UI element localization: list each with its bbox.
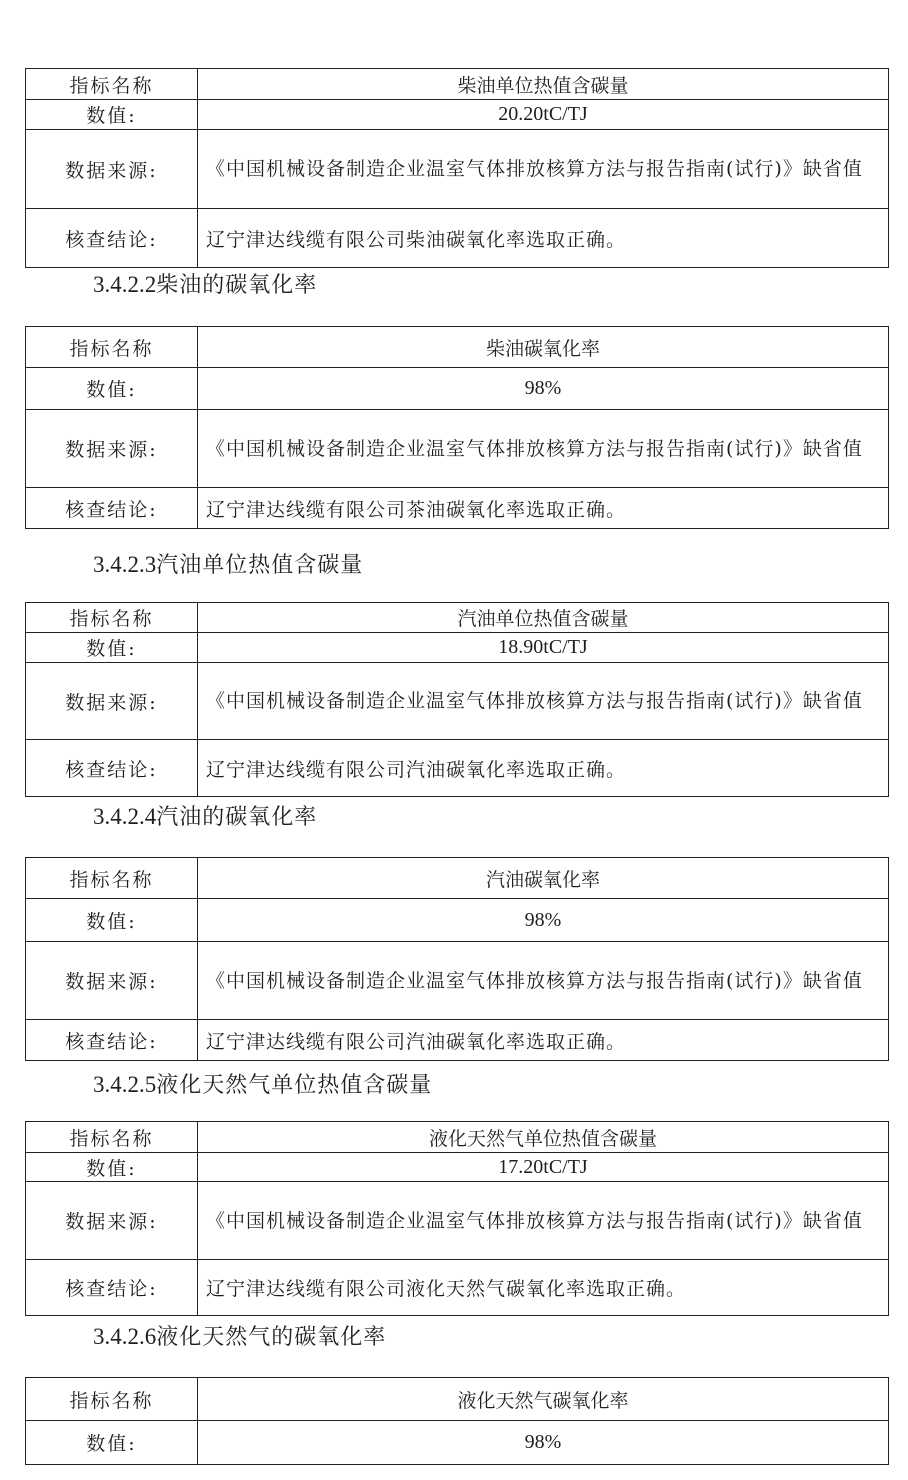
indicator-name-label: 指标名称 [26, 858, 198, 899]
section-title: 液化天然气单位热值含碳量 [156, 1073, 433, 1098]
source-cell: 《中国机械设备制造企业温室气体排放核算方法与报告指南(试行)》缺省值 [198, 410, 889, 488]
conclusion-cell: 辽宁津达线缆有限公司汽油碳氧化率选取正确。 [198, 1020, 889, 1061]
value-cell: 20.20tC/TJ [198, 100, 889, 130]
section-heading-3-4-2-5 [93, 1068, 432, 1099]
source-cell: 《中国机械设备制造企业温室气体排放核算方法与报告指南(试行)》缺省值 [198, 942, 889, 1020]
source-cell: 《中国机械设备制造企业温室气体排放核算方法与报告指南(试行)》缺省值 [198, 663, 889, 740]
conclusion-cell: 辽宁津达线缆有限公司汽油碳氧化率选取正确。 [198, 740, 889, 797]
value-label: 数值: [26, 368, 198, 410]
value-cell: 98% [198, 368, 889, 410]
conclusion-label: 核查结论: [26, 1020, 198, 1061]
value-cell: 17.20tC/TJ [198, 1153, 889, 1182]
source-cell: 《中国机械设备制造企业温室气体排放核算方法与报告指南(试行)》缺省值 [198, 130, 889, 209]
value-label: 数值: [26, 1153, 198, 1182]
indicator-name-value: 液化天然气碳氧化率 [198, 1378, 889, 1421]
source-label: 数据来源: [26, 410, 198, 488]
conclusion-label: 核查结论: [26, 209, 198, 268]
section-number: 3.4.2.3 [93, 552, 157, 577]
value-cell: 98% [198, 899, 889, 942]
source-label: 数据来源: [26, 663, 198, 740]
section-number: 3.4.2.4 [93, 804, 157, 829]
section-heading-3-4-2-2 [93, 268, 317, 299]
source-label: 数据来源: [26, 1182, 198, 1260]
indicator-table-3 [25, 602, 889, 797]
indicator-table-1 [25, 68, 889, 268]
section-number: 3.4.2.5 [93, 1072, 157, 1097]
value-label: 数值: [26, 100, 198, 130]
value-label: 数值: [26, 899, 198, 942]
section-heading-3-4-2-6 [93, 1320, 386, 1351]
indicator-name-value: 柴油碳氧化率 [198, 327, 889, 368]
section-title: 汽油单位热值含碳量 [156, 553, 364, 578]
indicator-name-label: 指标名称 [26, 1122, 198, 1153]
conclusion-cell: 辽宁津达线缆有限公司柴油碳氧化率选取正确。 [198, 209, 889, 268]
indicator-table-6 [25, 1377, 889, 1465]
section-title: 液化天然气的碳氧化率 [156, 1325, 387, 1350]
indicator-name-label: 指标名称 [26, 327, 198, 368]
indicator-name-value: 汽油碳氧化率 [198, 858, 889, 899]
conclusion-cell: 辽宁津达线缆有限公司液化天然气碳氧化率选取正确。 [198, 1260, 889, 1316]
source-label: 数据来源: [26, 942, 198, 1020]
source-label: 数据来源: [26, 130, 198, 209]
conclusion-label: 核查结论: [26, 488, 198, 529]
value-cell: 98% [198, 1421, 889, 1465]
conclusion-label: 核查结论: [26, 1260, 198, 1316]
indicator-name-label: 指标名称 [26, 1378, 198, 1421]
value-cell: 18.90tC/TJ [198, 633, 889, 663]
indicator-name-value: 柴油单位热值含碳量 [198, 69, 889, 100]
section-number: 3.4.2.6 [93, 1324, 157, 1349]
indicator-table-2 [25, 326, 889, 529]
value-label: 数值: [26, 633, 198, 663]
indicator-name-label: 指标名称 [26, 69, 198, 100]
section-title: 汽油的碳氧化率 [156, 805, 318, 830]
conclusion-label: 核查结论: [26, 740, 198, 797]
section-number: 3.4.2.2 [93, 272, 157, 297]
indicator-table-5 [25, 1121, 889, 1316]
indicator-name-value: 液化天然气单位热值含碳量 [198, 1122, 889, 1153]
section-title: 柴油的碳氧化率 [156, 273, 318, 298]
conclusion-cell: 辽宁津达线缆有限公司茶油碳氧化率选取正确。 [198, 488, 889, 529]
value-label: 数值: [26, 1421, 198, 1465]
indicator-name-value: 汽油单位热值含碳量 [198, 603, 889, 633]
indicator-name-label: 指标名称 [26, 603, 198, 633]
source-cell: 《中国机械设备制造企业温室气体排放核算方法与报告指南(试行)》缺省值 [198, 1182, 889, 1260]
indicator-table-4 [25, 857, 889, 1061]
section-heading-3-4-2-4 [93, 800, 317, 831]
section-heading-3-4-2-3 [93, 548, 363, 579]
